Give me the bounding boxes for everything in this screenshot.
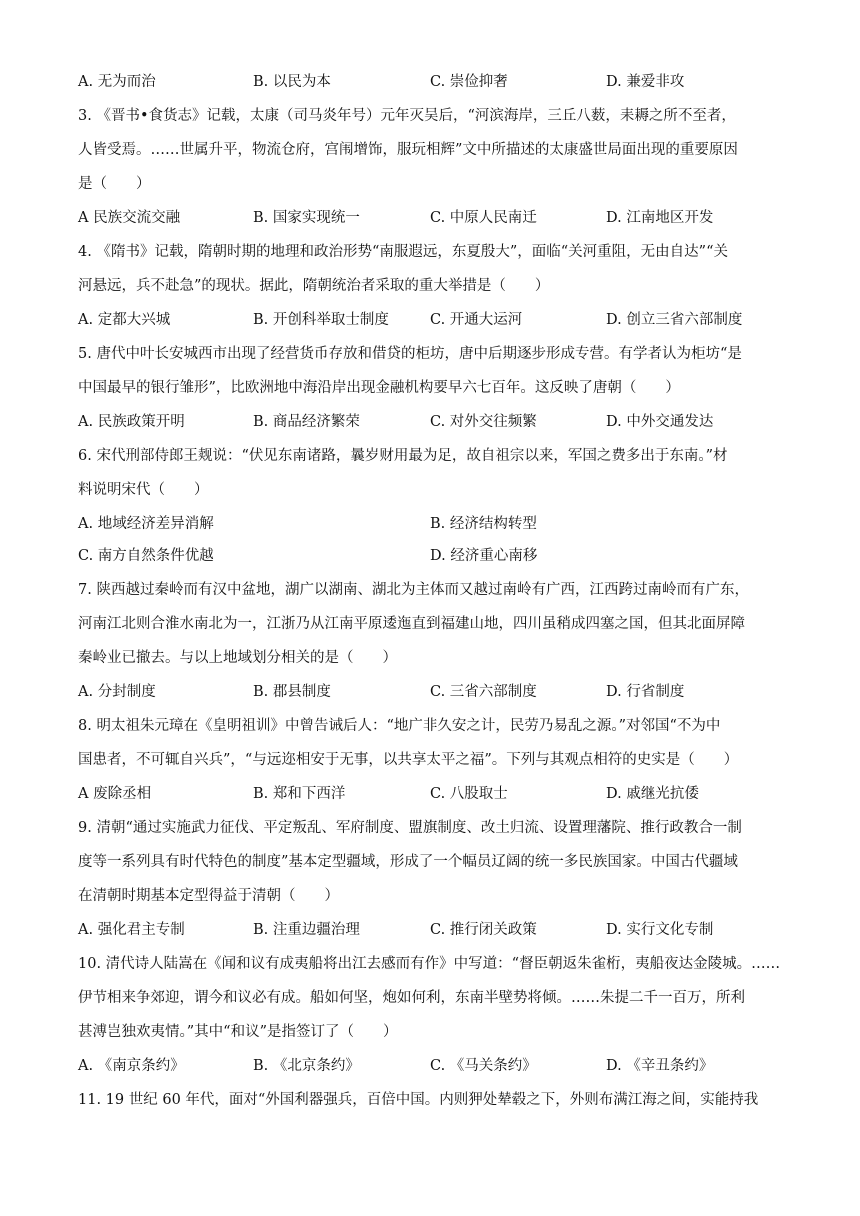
q7-options bbox=[78, 682, 788, 702]
q6-options-row-1 bbox=[78, 514, 788, 534]
q7-option-b[interactable]: B. 郡县制度 bbox=[253, 684, 331, 700]
q8-stem-line-2: 国患者，不可辄自兴兵”，“与远迩相安于无事，以共享太平之福”。下列与其观点相符的史实是（ ） bbox=[78, 752, 739, 768]
q10-option-a[interactable]: A. 《南京条约》 bbox=[78, 1058, 185, 1074]
q4-options bbox=[78, 310, 788, 330]
q3-option-b[interactable]: B. 国家实现统一 bbox=[253, 210, 360, 226]
q6-option-c[interactable]: C. 南方自然条件优越 bbox=[78, 548, 214, 564]
q5-option-a[interactable]: A. 民族政策开明 bbox=[78, 414, 185, 430]
q5-option-b[interactable]: B. 商品经济繁荣 bbox=[253, 414, 360, 430]
q7-stem-line-1: 7. 陕西越过秦岭而有汉中盆地，湖广以湖南、湖北为主体而又越过南岭有广西，江西跨过南岭而有广东， bbox=[78, 582, 749, 598]
q3-stem-line-2: 人皆受焉。……世属升平，物流仓府，宫闱增饰，服玩相辉”文中所描述的太康盛世局面出现的重要原因 bbox=[78, 142, 738, 158]
q9-option-b[interactable]: B. 注重边疆治理 bbox=[253, 922, 360, 938]
q10-stem-line-3: 甚溥岂独欢夷情。”其中“和议”是指签订了（ ） bbox=[78, 1024, 398, 1040]
q7-option-d[interactable]: D. 行省制度 bbox=[606, 684, 685, 700]
q3-option-d[interactable]: D. 江南地区开发 bbox=[606, 210, 714, 226]
q5-option-c[interactable]: C. 对外交往频繁 bbox=[430, 414, 537, 430]
q9-options bbox=[78, 920, 788, 940]
q7-stem-line-2: 河南江北则合淮水南北为一，江浙乃从江南平原逶迤直到福建山地，四川虽稍成四塞之国，但其北面屏障 bbox=[78, 616, 745, 632]
q5-option-d[interactable]: D. 中外交通发达 bbox=[606, 414, 714, 430]
q6-option-b[interactable]: B. 经济结构转型 bbox=[430, 516, 537, 532]
q3-option-a[interactable]: A 民族交流交融 bbox=[78, 210, 181, 226]
q8-options bbox=[78, 784, 788, 804]
q3-stem-line-1: 3. 《晋书•食货志》记载，太康（司马炎年号）元年灭吴后，“河滨海岸，三丘八薮，耒耨之所不至者， bbox=[78, 108, 736, 124]
q5-stem-line-2: 中国最早的银行雏形”，比欧洲地中海沿岸出现金融机构要早六七百年。这反映了唐朝（ ） bbox=[78, 380, 680, 396]
q9-option-d[interactable]: D. 实行文化专制 bbox=[606, 922, 714, 938]
q7-stem-line-3: 秦岭业已撤去。与以上地域划分相关的是（ ） bbox=[78, 650, 397, 666]
q4-stem-line-1: 4. 《隋书》记载，隋朝时期的地理和政治形势“南服遐远，东夏殷大”，面临“关河重阻，无由自达”“关 bbox=[78, 244, 729, 260]
q8-option-b[interactable]: B. 郑和下西洋 bbox=[253, 786, 346, 802]
q3-option-c[interactable]: C. 中原人民南迁 bbox=[430, 210, 537, 226]
q8-option-d[interactable]: D. 戚继光抗倭 bbox=[606, 786, 699, 802]
q4-stem-line-2: 河悬远，兵不赴急”的现状。据此，隋朝统治者采取的重大举措是（ ） bbox=[78, 278, 550, 294]
q7-option-c[interactable]: C. 三省六部制度 bbox=[430, 684, 537, 700]
q9-stem-line-3: 在清朝时期基本定型得益于清朝（ ） bbox=[78, 888, 339, 904]
q10-stem-line-1: 10. 清代诗人陆嵩在《闻和议有成夷船将出江去感而有作》中写道：“督臣朝返朱雀桁，夷船夜达金陵城。…… bbox=[78, 956, 781, 972]
q5-stem-line-1: 5. 唐代中叶长安城西市出现了经营货币存放和借贷的柜坊，唐中后期逐步形成专营。有学者认为柜坊“是 bbox=[78, 346, 742, 362]
q9-option-c[interactable]: C. 推行闭关政策 bbox=[430, 922, 537, 938]
q2-option-b[interactable]: B. 以民为本 bbox=[253, 74, 331, 90]
q10-option-b[interactable]: B. 《北京条约》 bbox=[253, 1058, 360, 1074]
q2-option-d[interactable]: D. 兼爱非攻 bbox=[606, 74, 685, 90]
q4-option-c[interactable]: C. 开通大运河 bbox=[430, 312, 523, 328]
q10-options bbox=[78, 1056, 788, 1076]
q10-option-d[interactable]: D. 《辛丑条约》 bbox=[606, 1058, 714, 1074]
q5-options bbox=[78, 412, 788, 432]
q9-stem-line-1: 9. 清朝“通过实施武力征伐、平定叛乱、军府制度、盟旗制度、改土归流、设置理藩院、推行政教合一制 bbox=[78, 820, 742, 836]
q6-option-d[interactable]: D. 经济重心南移 bbox=[430, 548, 538, 564]
q2-options bbox=[78, 72, 788, 92]
q8-option-a[interactable]: A 废除丞相 bbox=[78, 786, 152, 802]
q6-options-row-2 bbox=[78, 546, 788, 566]
q9-stem-line-2: 度等一系列具有时代特色的制度”基本定型疆域，形成了一个幅员辽阔的统一多民族国家。中国古代疆域 bbox=[78, 854, 738, 870]
q2-option-c[interactable]: C. 崇俭抑奢 bbox=[430, 74, 508, 90]
q11-stem-line-1: 11. 19 世纪 60 年代，面对“外国利器强兵，百倍中国。内则狎处辇毂之下，外则布满江海之间，实能持我 bbox=[78, 1092, 759, 1108]
q4-option-b[interactable]: B. 开创科举取士制度 bbox=[253, 312, 389, 328]
q9-option-a[interactable]: A. 强化君主专制 bbox=[78, 922, 185, 938]
q6-stem-line-2: 料说明宋代（ ） bbox=[78, 482, 209, 498]
q7-option-a[interactable]: A. 分封制度 bbox=[78, 684, 156, 700]
q6-stem-line-1: 6. 宋代刑部侍郎王觌说：“伏见东南诸路，曩岁财用最为足，故自祖宗以来，军国之费多出于东南。”材 bbox=[78, 448, 728, 464]
q2-option-a[interactable]: A. 无为而治 bbox=[78, 74, 156, 90]
q10-stem-line-2: 伊节相来争郊迎，谓今和议必有成。船如何坚，炮如何利，东南半壁势将倾。……朱提二千一百万，所利 bbox=[78, 990, 745, 1006]
q8-stem-line-1: 8. 明太祖朱元璋在《皇明祖训》中曾告诫后人：“地广非久安之计，民劳乃易乱之源。”对邻国“不为中 bbox=[78, 718, 721, 734]
q3-options bbox=[78, 208, 788, 228]
q8-option-c[interactable]: C. 八股取士 bbox=[430, 786, 508, 802]
q3-stem-line-3: 是（ ） bbox=[78, 176, 151, 192]
q4-option-d[interactable]: D. 创立三省六部制度 bbox=[606, 312, 743, 328]
q6-option-a[interactable]: A. 地域经济差异消解 bbox=[78, 516, 214, 532]
q10-option-c[interactable]: C. 《马关条约》 bbox=[430, 1058, 537, 1074]
q4-option-a[interactable]: A. 定都大兴城 bbox=[78, 312, 171, 328]
